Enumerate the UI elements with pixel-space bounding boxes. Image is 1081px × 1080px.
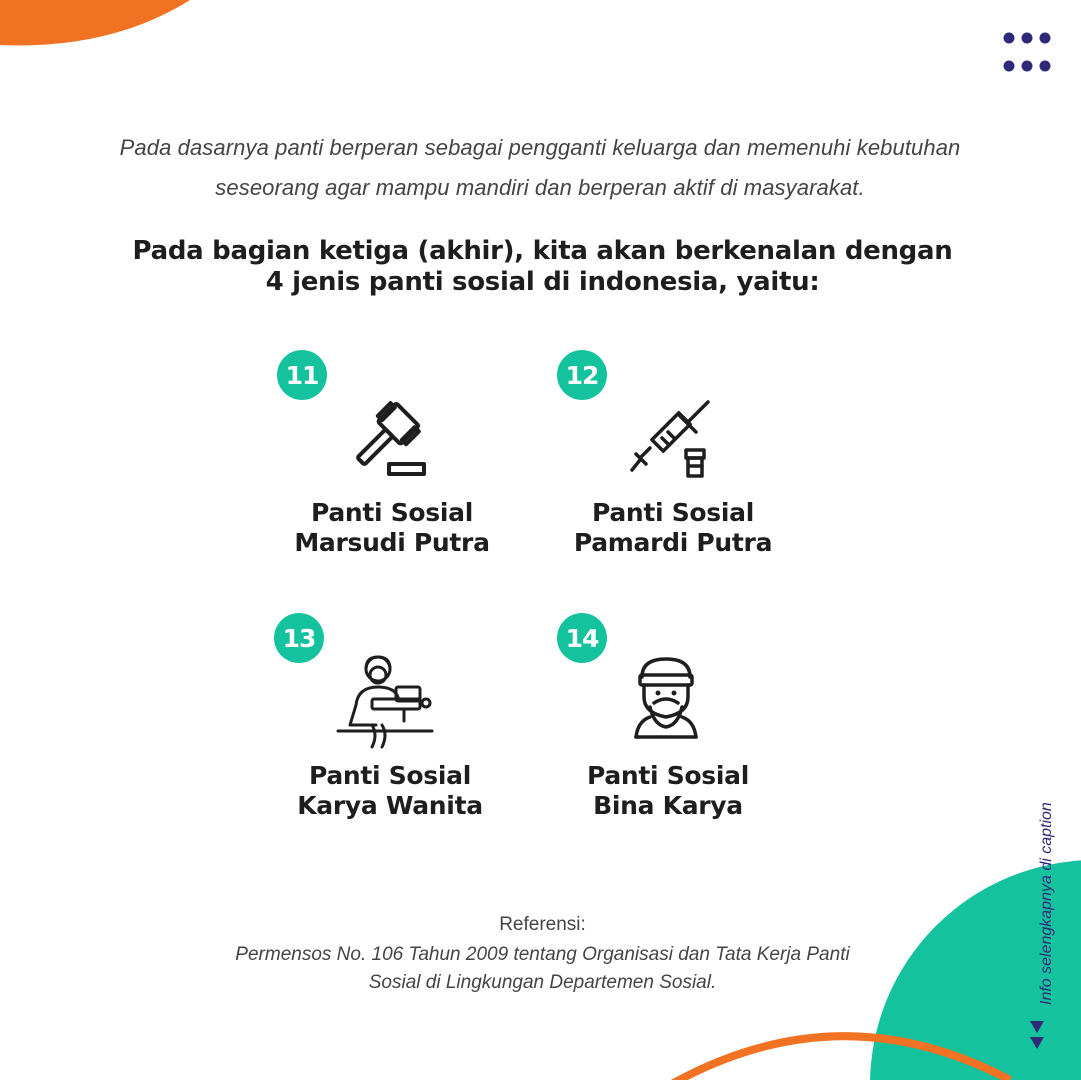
orange-arc-shape: [660, 1005, 1081, 1080]
item-title-line2: Marsudi Putra: [294, 528, 490, 557]
number-badge-14: 14: [557, 613, 607, 663]
number-badge-13: 13: [274, 613, 324, 663]
double-arrow-down-icon: [1028, 1017, 1046, 1053]
item-title-bina-karya: [548, 761, 788, 821]
menu-dots-icon[interactable]: [1000, 30, 1055, 75]
item-title-line2: Pamardi Putra: [573, 528, 773, 557]
item-title-line2: Bina Karya: [593, 791, 743, 820]
reference-heading: Referensi:: [499, 914, 586, 935]
section-heading: [90, 236, 995, 298]
reference-text: [190, 941, 895, 997]
bearded-man-icon: [632, 655, 700, 740]
item-title-pamardi-putra: [553, 498, 793, 558]
item-title-line1: Panti Sosial: [586, 761, 749, 790]
number-badge-12: 12: [557, 350, 607, 400]
reference-line2: Sosial di Lingkungan Departemen Sosial.: [368, 972, 717, 993]
section-heading-line1: Pada bagian ketiga (akhir), kita akan berkenalan dengan: [132, 236, 953, 266]
side-note-caption: Info selengkapnya di caption: [1038, 802, 1055, 1005]
orange-corner-shape: [0, 0, 200, 50]
item-title-line1: Panti Sosial: [308, 761, 471, 790]
item-title-marsudi-putra: [272, 498, 512, 558]
item-title-line1: Panti Sosial: [310, 498, 473, 527]
section-heading-line2: 4 jenis panti sosial di indonesia, yaitu:: [265, 267, 820, 297]
item-title-karya-wanita: [270, 761, 510, 821]
item-title-line1: Panti Sosial: [591, 498, 754, 527]
sewing-woman-icon: [336, 655, 436, 750]
item-title-line2: Karya Wanita: [297, 791, 483, 820]
number-badge-11: 11: [277, 350, 327, 400]
reference-line1: Permensos No. 106 Tahun 2009 tentang Organisasi dan Tata Kerja Panti: [235, 944, 850, 965]
intro-paragraph: Pada dasarnya panti berperan sebagai pengganti keluarga dan memenuhi kebutuhan seseorang agar mampu mandiri dan berperan aktif di masyarakat.: [119, 135, 961, 200]
syringe-pill-icon: [628, 398, 713, 480]
gavel-icon: [345, 400, 430, 480]
